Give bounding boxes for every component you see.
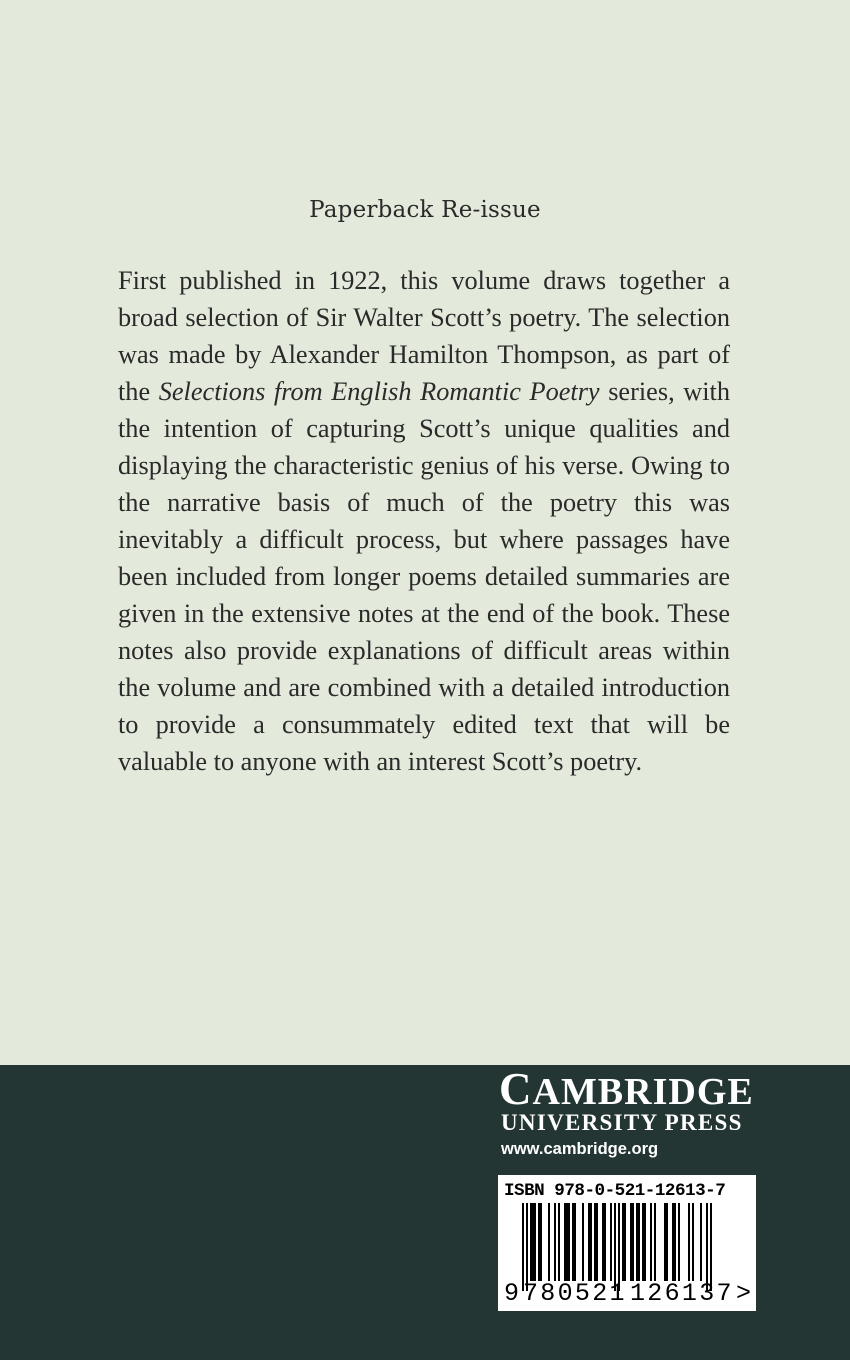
logo-initial: C — [499, 1064, 533, 1114]
barcode-bar — [692, 1203, 694, 1281]
blurb-text-start: First published in 1922, this volume draws together a broad selection of Sir Walter Scott’s poetry. The selection was made by Alexander Hamilton Thompson, as part of the — [118, 266, 730, 406]
book-description — [118, 262, 730, 780]
barcode-bar — [568, 1203, 570, 1281]
publisher-subtitle: UNIVERSITY PRESS — [501, 1110, 743, 1135]
barcode-bar — [666, 1203, 668, 1281]
ean-left-group: 780521 — [523, 1279, 627, 1308]
ean-right-group: 126137 — [630, 1279, 734, 1308]
ean-digits — [498, 1280, 756, 1308]
barcode-bar — [672, 1203, 674, 1281]
barcode-bar — [674, 1203, 676, 1281]
isbn-label: ISBN 978-0-521-12613-7 — [504, 1181, 726, 1201]
barcode-bar — [588, 1203, 590, 1281]
barcode-bar — [602, 1203, 604, 1281]
barcode-guard-bar — [618, 1203, 620, 1291]
barcode-bar — [688, 1203, 690, 1281]
barcode-bar — [632, 1203, 634, 1281]
barcode-bar — [636, 1203, 638, 1281]
barcode-bar — [582, 1203, 584, 1281]
barcode-bar — [564, 1203, 566, 1281]
barcode-bar — [644, 1203, 646, 1281]
barcode-bar — [664, 1203, 666, 1281]
publisher-logo — [499, 1064, 759, 1114]
barcode-bar — [622, 1203, 624, 1281]
series-title: Selections from English Romantic Poetry — [158, 377, 600, 406]
publisher-website: www.cambridge.org — [501, 1140, 659, 1158]
barcode-bar — [642, 1203, 644, 1281]
barcode-bar — [596, 1203, 598, 1281]
barcode-guard-bar — [614, 1203, 616, 1291]
barcode-bar — [566, 1203, 568, 1281]
barcode-bar — [532, 1203, 534, 1281]
barcode-bar — [650, 1203, 652, 1281]
barcode-bar — [538, 1203, 540, 1281]
ean-lead-digit: 9 — [504, 1279, 520, 1308]
barcode-bar — [572, 1203, 574, 1281]
edition-note: Paperback Re-issue — [309, 197, 541, 223]
barcode-guard-bar — [522, 1203, 524, 1291]
barcode-bar — [604, 1203, 606, 1281]
barcode-guard-bar — [526, 1203, 528, 1291]
isbn-barcode — [498, 1175, 756, 1311]
barcode-bar — [654, 1203, 656, 1281]
barcode-bar — [548, 1203, 550, 1281]
logo-name-rest: AMBRIDGE — [532, 1071, 754, 1113]
barcode-bar — [624, 1203, 626, 1281]
barcode-guard-bar — [706, 1203, 708, 1291]
barcode-guard-bar — [710, 1203, 712, 1291]
barcode-bar — [554, 1203, 556, 1281]
barcode-bar — [534, 1203, 536, 1281]
barcode-bar — [574, 1203, 576, 1281]
barcode-bar — [638, 1203, 640, 1281]
barcode-bar — [590, 1203, 592, 1281]
barcode-bar — [558, 1203, 560, 1281]
barcode-bar — [610, 1203, 612, 1281]
barcode-bar — [594, 1203, 596, 1281]
barcode-bar — [678, 1203, 680, 1281]
barcode-bar — [630, 1203, 632, 1281]
barcode-bar — [540, 1203, 542, 1281]
barcode-bar — [530, 1203, 532, 1281]
barcode-bar — [700, 1203, 702, 1281]
blurb-text-end: series, with the intention of capturing Scott’s unique qualities and displaying the characteristic genius of his verse. Owing to the narrative basis of much of the poetry this was inevitably a difficult process, but where passages have been included from longer poems detailed summaries are given in the extensive notes at the end of the book. These notes also provide explanations of difficult areas within the volume and are combined with a detailed introduction to provide a consummately edited text that will be valuable to anyone with an interest Scott’s poetry. — [118, 377, 730, 776]
ean-end-marker: > — [736, 1279, 752, 1308]
